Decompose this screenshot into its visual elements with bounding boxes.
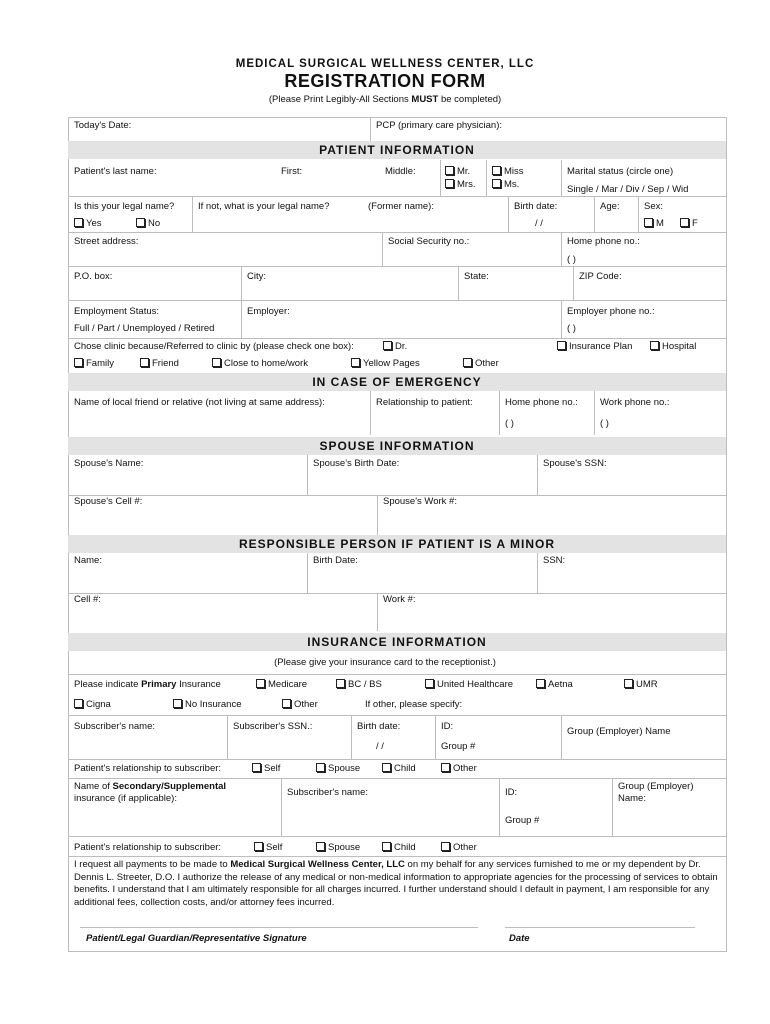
checkbox-icon <box>252 763 261 772</box>
emergency-home-phone-paren: ( ) <box>505 418 514 429</box>
employment-status-options[interactable]: Full / Part / Unemployed / Retired <box>74 323 215 334</box>
employer-label[interactable]: Employer: <box>247 306 290 317</box>
checkbox-icon <box>441 842 450 851</box>
emergency-work-phone-label[interactable]: Work phone no.: <box>600 397 670 408</box>
checkbox-icon <box>336 679 345 688</box>
ins-umr[interactable]: UMR <box>624 679 658 691</box>
form-title: REGISTRATION FORM <box>284 71 486 91</box>
subscriber-birth-label[interactable]: Birth date: <box>357 721 401 732</box>
checkbox-icon <box>383 341 392 350</box>
subscriber-name-label[interactable]: Subscriber's name: <box>74 721 156 732</box>
referral-hospital[interactable]: Hospital <box>650 341 696 353</box>
last-name-label[interactable]: Patient's last name: <box>74 166 157 177</box>
former-name-label[interactable]: (Former name): <box>368 201 434 212</box>
relationship-label-2: Patient's relationship to subscriber: <box>74 842 222 853</box>
responsible-work-label[interactable]: Work #: <box>383 594 416 605</box>
checkbox-icon <box>463 358 472 367</box>
responsible-ssn-label[interactable]: SSN: <box>543 555 566 566</box>
referral-yellow-pages[interactable]: Yellow Pages <box>351 358 420 370</box>
sex-f[interactable]: F <box>680 218 698 230</box>
employer-phone-label[interactable]: Employer phone no.: <box>567 306 655 317</box>
spouse-heading: SPOUSE INFORMATION <box>68 437 726 455</box>
primary-insurance-label: Please indicate Primary Insurance <box>74 679 221 690</box>
checkbox-icon <box>136 218 145 227</box>
title-mr[interactable]: Mr. <box>445 166 470 178</box>
patient-info-heading: PATIENT INFORMATION <box>68 141 726 159</box>
first-name-label[interactable]: First: <box>281 166 303 177</box>
checkbox-icon <box>557 341 566 350</box>
checkbox-icon <box>650 341 659 350</box>
emergency-home-phone-label[interactable]: Home phone no.: <box>505 397 578 408</box>
checkbox-icon <box>74 699 83 708</box>
zip-label[interactable]: ZIP Code: <box>579 271 622 282</box>
sex-label: Sex: <box>644 201 664 212</box>
spouse-ssn-label[interactable]: Spouse's SSN: <box>543 458 607 469</box>
checkbox-icon <box>316 763 325 772</box>
age-label[interactable]: Age: <box>600 201 620 212</box>
pcp-label: PCP (primary care physician): <box>376 120 503 131</box>
emergency-heading: IN CASE OF EMERGENCY <box>68 373 726 391</box>
checkbox-icon <box>212 358 221 367</box>
signature-label[interactable]: Patient/Legal Guardian/Representative Signature <box>86 933 307 944</box>
ins-cigna[interactable]: Cigna <box>74 699 111 711</box>
responsible-heading: RESPONSIBLE PERSON IF PATIENT IS A MINOR <box>68 535 726 553</box>
employer-phone-paren: ( ) <box>567 323 576 334</box>
ins-none[interactable]: No Insurance <box>173 699 242 711</box>
spouse-work-label[interactable]: Spouse's Work #: <box>383 496 457 507</box>
title-mrs[interactable]: Mrs. <box>445 179 475 191</box>
spouse-birth-label[interactable]: Spouse's Birth Date: <box>313 458 400 469</box>
ins-united[interactable]: United Healthcare <box>425 679 513 691</box>
secondary-id-label[interactable]: ID: <box>505 787 518 798</box>
checkbox-icon <box>441 763 450 772</box>
checkbox-icon <box>382 763 391 772</box>
ins-medicare[interactable]: Medicare <box>256 679 307 691</box>
birth-date-label[interactable]: Birth date: <box>514 201 558 212</box>
rel2-child[interactable]: Child <box>382 842 416 854</box>
rel1-self[interactable]: Self <box>252 763 280 775</box>
marital-status-options[interactable]: Single / Mar / Div / Sep / Wid <box>567 184 689 195</box>
city-label[interactable]: City: <box>247 271 266 282</box>
referral-close[interactable]: Close to home/work <box>212 358 308 370</box>
secondary-group-employer-1[interactable]: Group (Employer) <box>618 781 694 792</box>
spouse-name-label[interactable]: Spouse's Name: <box>74 458 144 469</box>
emergency-work-phone-paren: ( ) <box>600 418 609 429</box>
checkbox-icon <box>256 679 265 688</box>
birth-date-slashes: / / <box>535 218 543 229</box>
secondary-insurance-label-2: insurance (if applicable): <box>74 793 177 804</box>
referral-family[interactable]: Family <box>74 358 114 370</box>
rel2-self[interactable]: Self <box>254 842 282 854</box>
secondary-group-label[interactable]: Group # <box>505 815 540 826</box>
checkbox-icon <box>74 358 83 367</box>
sex-m[interactable]: M <box>644 218 664 230</box>
rel1-spouse[interactable]: Spouse <box>316 763 360 775</box>
legal-name-question: Is this your legal name? <box>74 201 175 212</box>
subscriber-id-label[interactable]: ID: <box>441 721 454 732</box>
authorization-text: I request all payments to be made to Medical Surgical Wellness Center, LLC on my behalf for any services furnished to me or my dependent by Dr. Dennis L. Streeter, D.O. I authorize the release of any medical or non-medical information to appropriate agencies for the processing of services to obtain benefits. I understand that I am ultimately responsible for all charges incurred. I further understand should I default in payment, I am responsible for any additional fees, collection costs, and/or attorney fees incurred. <box>74 859 718 908</box>
referral-dr[interactable]: Dr. <box>383 341 407 353</box>
referral-insurance-plan[interactable]: Insurance Plan <box>557 341 632 353</box>
subscriber-ssn-label[interactable]: Subscriber's SSN.: <box>233 721 313 732</box>
ins-aetna[interactable]: Aetna <box>536 679 573 691</box>
secondary-subscriber-label[interactable]: Subscriber's name: <box>287 787 369 798</box>
referral-friend[interactable]: Friend <box>140 358 179 370</box>
date-label[interactable]: Date <box>509 933 530 944</box>
insurance-note: (Please give your insurance card to the receptionist.) <box>274 657 496 668</box>
checkbox-icon <box>492 179 501 188</box>
checkbox-icon <box>351 358 360 367</box>
form-subtitle: (Please Print Legibly-All Sections MUST be completed) <box>268 94 502 105</box>
responsible-cell-label[interactable]: Cell #: <box>74 594 101 605</box>
rel2-other[interactable]: Other <box>441 842 477 854</box>
checkbox-icon <box>445 179 454 188</box>
clinic-question: Chose clinic because/Referred to clinic by (please check one box): <box>74 341 354 352</box>
title-miss[interactable]: Miss <box>492 166 524 178</box>
checkbox-icon <box>624 679 633 688</box>
ins-other[interactable]: Other <box>282 699 318 711</box>
rel1-other[interactable]: Other <box>441 763 477 775</box>
ins-other-specify[interactable]: If other, please specify: <box>365 699 463 710</box>
checkbox-icon <box>382 842 391 851</box>
checkbox-icon <box>492 166 501 175</box>
insurance-heading: INSURANCE INFORMATION <box>68 633 726 651</box>
title-ms[interactable]: Ms. <box>492 179 519 191</box>
group-employer-label[interactable]: Group (Employer) Name <box>567 726 671 737</box>
employment-status-label: Employment Status: <box>74 306 160 317</box>
legal-name-no[interactable]: No <box>136 218 160 230</box>
ins-bcbs[interactable]: BC / BS <box>336 679 382 691</box>
secondary-insurance-label[interactable]: Name of Secondary/Supplemental <box>74 781 227 792</box>
checkbox-icon <box>425 679 434 688</box>
rel1-child[interactable]: Child <box>382 763 416 775</box>
checkbox-icon <box>445 166 454 175</box>
rel2-spouse[interactable]: Spouse <box>316 842 360 854</box>
emergency-relationship-label[interactable]: Relationship to patient: <box>376 397 473 408</box>
ssn-label[interactable]: Social Security no.: <box>388 236 470 247</box>
checkbox-icon <box>644 218 653 227</box>
company-name: MEDICAL SURGICAL WELLNESS CENTER, LLC <box>235 58 535 70</box>
middle-name-label[interactable]: Middle: <box>385 166 416 177</box>
checkbox-icon <box>316 842 325 851</box>
home-phone-label[interactable]: Home phone no.: <box>567 236 640 247</box>
secondary-group-employer-2: Name: <box>618 793 646 804</box>
checkbox-icon <box>680 218 689 227</box>
checkbox-icon <box>173 699 182 708</box>
referral-other[interactable]: Other <box>463 358 499 370</box>
checkbox-icon <box>282 699 291 708</box>
emergency-name-label[interactable]: Name of local friend or relative (not living at same address): <box>74 397 325 408</box>
marital-status-label: Marital status (circle one) <box>567 166 674 177</box>
subscriber-birth-slashes: / / <box>376 741 384 752</box>
group-number-label[interactable]: Group # <box>441 741 476 752</box>
checkbox-icon <box>140 358 149 367</box>
home-phone-paren: ( ) <box>567 254 576 265</box>
responsible-name-label[interactable]: Name: <box>74 555 102 566</box>
legal-name-alt-label[interactable]: If not, what is your legal name? <box>198 201 330 212</box>
po-box-label[interactable]: P.O. box: <box>74 271 113 282</box>
state-label[interactable]: State: <box>464 271 489 282</box>
relationship-label-1: Patient's relationship to subscriber: <box>74 763 222 774</box>
checkbox-icon <box>74 218 83 227</box>
legal-name-yes[interactable]: Yes <box>74 218 102 230</box>
checkbox-icon <box>536 679 545 688</box>
checkbox-icon <box>254 842 263 851</box>
responsible-birth-label[interactable]: Birth Date: <box>313 555 358 566</box>
street-address-label[interactable]: Street address: <box>74 236 139 247</box>
spouse-cell-label[interactable]: Spouse's Cell #: <box>74 496 143 507</box>
todays-date-label: Today's Date: <box>74 120 132 131</box>
